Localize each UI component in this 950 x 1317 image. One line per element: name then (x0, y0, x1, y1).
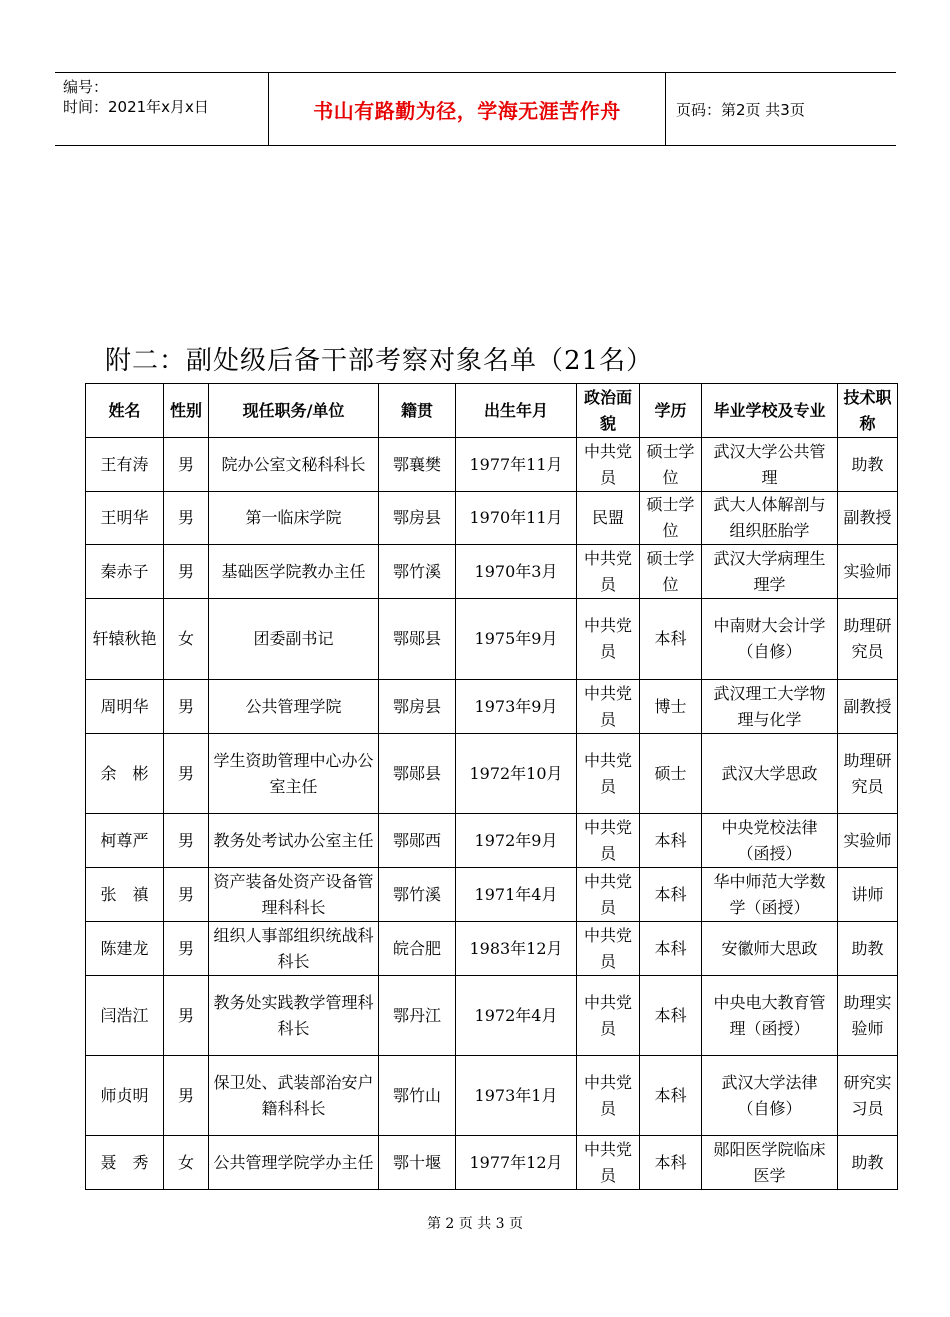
table-row (86, 492, 898, 545)
column-header: 政治面貌 (577, 384, 640, 438)
table-row (86, 734, 898, 814)
table-cell: 本科 (640, 922, 702, 976)
table-cell: 实验师 (838, 545, 898, 599)
table-row (86, 814, 898, 868)
table-cell: 郧阳医学院临床医学 (702, 1136, 838, 1190)
table-cell: 男 (164, 1056, 209, 1136)
table-cell: 武汉大学思政 (702, 734, 838, 814)
table-cell: 中共党员 (577, 1136, 640, 1190)
table-cell: 柯尊严 (86, 814, 164, 868)
table-cell: 中共党员 (577, 680, 640, 734)
table-cell: 助教 (838, 1136, 898, 1190)
table-cell: 1972年9月 (456, 814, 577, 868)
table-cell: 男 (164, 492, 209, 545)
table-cell: 中共党员 (577, 1056, 640, 1136)
table-cell: 男 (164, 814, 209, 868)
page-footer: 第 2 页 共 3 页 (426, 1216, 524, 1232)
page-header (55, 72, 896, 146)
table-cell: 鄂丹江 (379, 976, 456, 1056)
table-row (86, 1056, 898, 1136)
table-row (86, 680, 898, 734)
table-cell: 皖合肥 (379, 922, 456, 976)
table-cell: 鄂竹溪 (379, 545, 456, 599)
table-cell: 教务处考试办公室主任 (209, 814, 379, 868)
table-cell: 本科 (640, 976, 702, 1056)
table-cell: 保卫处、武装部治安户籍科科长 (209, 1056, 379, 1136)
table-cell: 实验师 (838, 814, 898, 868)
table-cell: 硕士学位 (640, 492, 702, 545)
table-cell: 民盟 (577, 492, 640, 545)
table-cell: 安徽师大思政 (702, 922, 838, 976)
table-cell: 硕士 (640, 734, 702, 814)
table-cell: 本科 (640, 1056, 702, 1136)
table-cell: 中共党员 (577, 545, 640, 599)
table-cell: 聂 秀 (86, 1136, 164, 1190)
header-page-info: 页码：第2页 共3页 (676, 100, 805, 119)
table-cell: 本科 (640, 599, 702, 680)
table-cell: 1971年4月 (456, 868, 577, 922)
table-cell: 助教 (838, 438, 898, 492)
table-cell: 硕士学位 (640, 545, 702, 599)
table-cell: 武汉大学法律（自修） (702, 1056, 838, 1136)
table-cell: 鄂郧县 (379, 599, 456, 680)
table-cell: 本科 (640, 868, 702, 922)
table-cell: 鄂郧县 (379, 734, 456, 814)
table-cell: 武汉大学公共管理 (702, 438, 838, 492)
table-cell: 助理研究员 (838, 599, 898, 680)
table-cell: 陈建龙 (86, 922, 164, 976)
table-cell: 男 (164, 868, 209, 922)
table-cell: 中共党员 (577, 599, 640, 680)
column-header: 毕业学校及专业 (702, 384, 838, 438)
table-cell: 鄂十堰 (379, 1136, 456, 1190)
table-cell: 男 (164, 438, 209, 492)
table-cell: 中共党员 (577, 922, 640, 976)
table-row (86, 868, 898, 922)
table-cell: 秦赤子 (86, 545, 164, 599)
table-cell: 轩辕秋艳 (86, 599, 164, 680)
table-cell: 鄂竹山 (379, 1056, 456, 1136)
table-cell: 鄂房县 (379, 680, 456, 734)
document-time-label: 时间：2021年x月x日 (63, 98, 209, 116)
table-row (86, 1136, 898, 1190)
table-cell: 张 禛 (86, 868, 164, 922)
column-header: 出生年月 (456, 384, 577, 438)
table-cell: 教务处实践教学管理科科长 (209, 976, 379, 1056)
table-cell: 中共党员 (577, 976, 640, 1056)
table-cell: 男 (164, 545, 209, 599)
table-cell: 1972年4月 (456, 976, 577, 1056)
table-cell: 中南财大会计学（自修） (702, 599, 838, 680)
table-cell: 中共党员 (577, 814, 640, 868)
table-cell: 副教授 (838, 680, 898, 734)
table-cell: 公共管理学院 (209, 680, 379, 734)
table-cell: 男 (164, 922, 209, 976)
table-cell: 武汉大学病理生理学 (702, 545, 838, 599)
table-cell: 闫浩江 (86, 976, 164, 1056)
table-cell: 女 (164, 1136, 209, 1190)
table-cell: 资产装备处资产设备管理科科长 (209, 868, 379, 922)
table-cell: 男 (164, 680, 209, 734)
table-cell: 武大人体解剖与组织胚胎学 (702, 492, 838, 545)
table-cell: 1970年3月 (456, 545, 577, 599)
table-cell: 助教 (838, 922, 898, 976)
table-cell: 公共管理学院学办主任 (209, 1136, 379, 1190)
table-cell: 1975年9月 (456, 599, 577, 680)
table-cell: 1973年1月 (456, 1056, 577, 1136)
table-cell: 组织人事部组织统战科科长 (209, 922, 379, 976)
column-header: 性别 (164, 384, 209, 438)
column-header: 籍贯 (379, 384, 456, 438)
table-cell: 基础医学院教办主任 (209, 545, 379, 599)
table-row (86, 976, 898, 1056)
column-header: 技术职称 (838, 384, 898, 438)
table-header-row (86, 384, 898, 438)
table-cell: 副教授 (838, 492, 898, 545)
table-cell: 1977年12月 (456, 1136, 577, 1190)
table-cell: 学生资助管理中心办公室主任 (209, 734, 379, 814)
document-number-label: 编号： (63, 78, 109, 96)
table-cell: 中共党员 (577, 734, 640, 814)
table-cell: 师贞明 (86, 1056, 164, 1136)
table-cell: 男 (164, 734, 209, 814)
table-cell: 1972年10月 (456, 734, 577, 814)
column-header: 现任职务/单位 (209, 384, 379, 438)
table-cell: 鄂郧西 (379, 814, 456, 868)
table-cell: 团委副书记 (209, 599, 379, 680)
table-cell: 鄂竹溪 (379, 868, 456, 922)
table-cell: 鄂襄樊 (379, 438, 456, 492)
candidate-table (85, 383, 898, 1190)
table-cell: 第一临床学院 (209, 492, 379, 545)
table-cell: 本科 (640, 1136, 702, 1190)
table-cell: 中央电大教育管理（函授） (702, 976, 838, 1056)
header-motto: 书山有路勤为径，学海无涯苦作舟 (313, 98, 621, 123)
table-row (86, 599, 898, 680)
table-row (86, 438, 898, 492)
header-motto-cell (268, 73, 666, 145)
table-cell: 周明华 (86, 680, 164, 734)
table-cell: 1977年11月 (456, 438, 577, 492)
table-cell: 鄂房县 (379, 492, 456, 545)
table-cell: 中共党员 (577, 438, 640, 492)
table-cell: 王明华 (86, 492, 164, 545)
table-cell: 华中师范大学数学（函授） (702, 868, 838, 922)
table-cell: 助理实验师 (838, 976, 898, 1056)
table-cell: 余 彬 (86, 734, 164, 814)
document-title: 附二：副处级后备干部考察对象名单（21名） (105, 346, 654, 376)
table-row (86, 545, 898, 599)
column-header: 学历 (640, 384, 702, 438)
header-meta (55, 73, 268, 145)
table-cell: 武汉理工大学物理与化学 (702, 680, 838, 734)
table-cell: 本科 (640, 814, 702, 868)
table-cell: 研究实习员 (838, 1056, 898, 1136)
table-body (86, 438, 898, 1190)
table-cell: 讲师 (838, 868, 898, 922)
table-cell: 中央党校法律（函授） (702, 814, 838, 868)
table-cell: 1973年9月 (456, 680, 577, 734)
table-cell: 女 (164, 599, 209, 680)
table-cell: 男 (164, 976, 209, 1056)
table-cell: 院办公室文秘科科长 (209, 438, 379, 492)
table-cell: 王有涛 (86, 438, 164, 492)
table-cell: 中共党员 (577, 868, 640, 922)
column-header: 姓名 (86, 384, 164, 438)
table-cell: 硕士学位 (640, 438, 702, 492)
table-cell: 助理研究员 (838, 734, 898, 814)
table-cell: 1983年12月 (456, 922, 577, 976)
table-row (86, 922, 898, 976)
table-cell: 1970年11月 (456, 492, 577, 545)
table-cell: 博士 (640, 680, 702, 734)
